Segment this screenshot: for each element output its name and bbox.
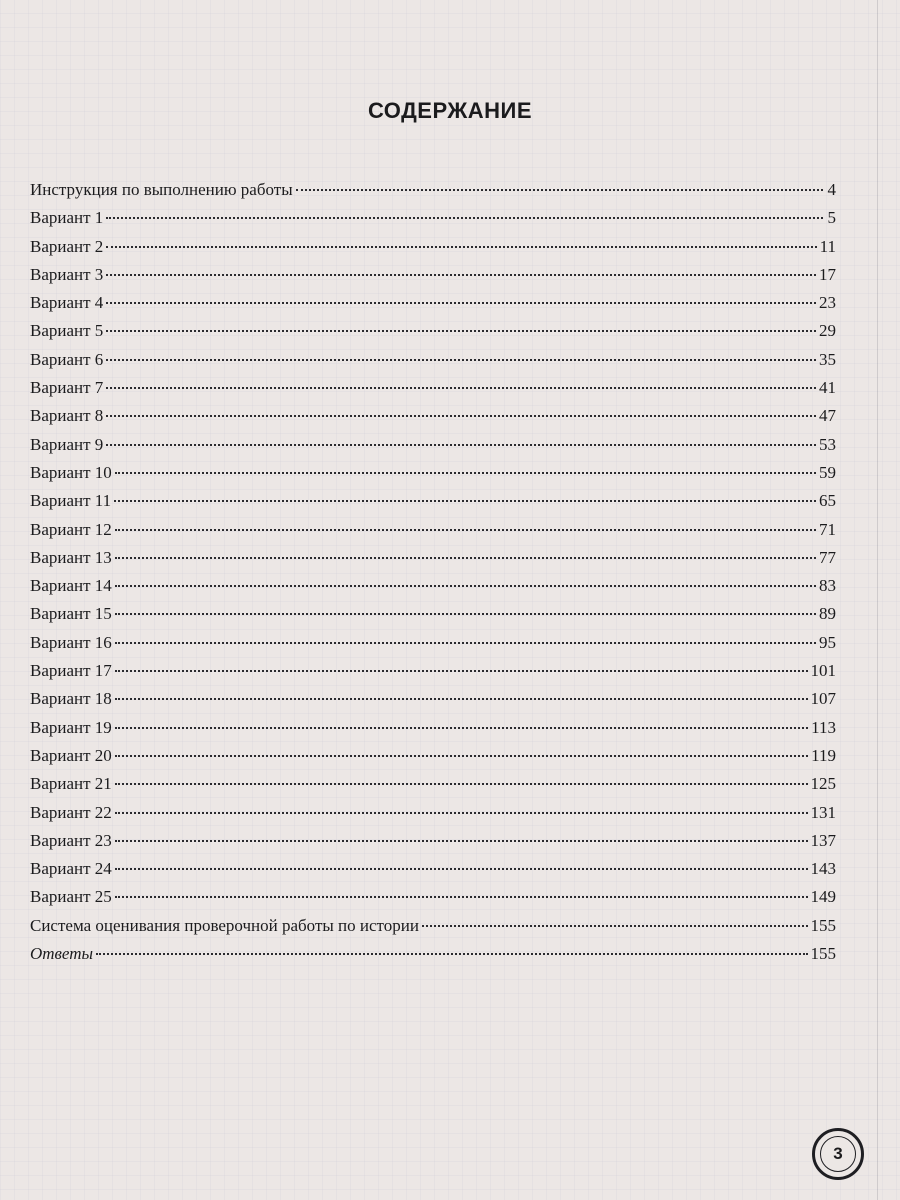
toc-entry-page: 149 <box>810 887 836 907</box>
dot-leader <box>115 472 816 474</box>
toc-entry-page: 143 <box>810 859 836 879</box>
toc-entry-page: 65 <box>819 491 836 511</box>
toc-entry-page: 137 <box>810 830 836 850</box>
dot-leader <box>115 868 808 870</box>
toc-entry <box>30 689 836 717</box>
toc-entry-label: Вариант 25 <box>30 887 112 907</box>
toc-entry-page: 35 <box>819 349 836 369</box>
toc-entry <box>30 944 836 972</box>
toc-entry <box>30 548 836 576</box>
toc-entry <box>30 293 836 321</box>
toc-entry-label: Вариант 8 <box>30 406 104 426</box>
dot-leader <box>115 840 808 842</box>
dot-leader <box>115 585 816 587</box>
toc-entry-page: 53 <box>819 434 836 454</box>
toc-entry-page: 71 <box>819 519 836 539</box>
dot-leader <box>296 189 823 191</box>
dot-leader <box>422 925 808 927</box>
page-title: СОДЕРЖАНИЕ <box>367 98 533 123</box>
toc-entry-page: 23 <box>819 293 836 313</box>
dot-leader <box>106 387 816 389</box>
dot-leader <box>115 896 808 898</box>
toc-entry-page: 95 <box>819 632 836 652</box>
toc-entry-label: Система оценивания проверочной работы по истории <box>30 915 419 935</box>
toc-entry-page: 107 <box>810 689 836 709</box>
dot-leader <box>115 613 816 615</box>
toc-entry <box>30 321 836 349</box>
page-number: 3 <box>820 1136 856 1172</box>
toc-entry-label: Вариант 4 <box>30 293 104 313</box>
dot-leader <box>106 359 816 361</box>
toc-entry-label: Вариант 10 <box>30 462 112 482</box>
toc-entry-label: Вариант 1 <box>30 208 104 228</box>
dot-leader <box>106 274 816 276</box>
toc-entry <box>30 491 836 519</box>
table-of-contents <box>30 180 836 972</box>
toc-entry-page: 113 <box>811 717 836 737</box>
toc-entry <box>30 265 836 293</box>
toc-entry-label: Вариант 19 <box>30 717 112 737</box>
toc-entry-page: 83 <box>819 576 836 596</box>
dot-leader <box>106 217 823 219</box>
toc-entry-label: Вариант 6 <box>30 349 104 369</box>
toc-entry <box>30 520 836 548</box>
toc-entry-page: 155 <box>810 915 836 935</box>
toc-entry-label: Вариант 21 <box>30 774 112 794</box>
toc-entry-page: 4 <box>827 180 836 199</box>
toc-entry-page: 5 <box>827 208 836 228</box>
dot-leader <box>106 302 816 304</box>
toc-entry-label: Вариант 9 <box>30 434 104 454</box>
toc-entry <box>30 604 836 632</box>
dot-leader <box>115 529 816 531</box>
toc-entry-page: 29 <box>819 321 836 341</box>
dot-leader <box>115 670 808 672</box>
toc-entry-page: 77 <box>819 547 836 567</box>
toc-entry <box>30 180 836 208</box>
dot-leader <box>115 557 816 559</box>
toc-entry-page: 89 <box>819 604 836 624</box>
toc-entry <box>30 463 836 491</box>
toc-entry-label: Вариант 24 <box>30 859 112 879</box>
page-number-badge <box>812 1128 864 1180</box>
toc-entry-label: Вариант 11 <box>30 491 112 511</box>
toc-entry <box>30 661 836 689</box>
dot-leader <box>114 500 816 502</box>
toc-entry-label: Вариант 12 <box>30 519 112 539</box>
toc-entry-page: 47 <box>819 406 836 426</box>
toc-entry <box>30 350 836 378</box>
toc-entry-label: Вариант 15 <box>30 604 112 624</box>
toc-entry-label: Вариант 5 <box>30 321 104 341</box>
toc-entry-label: Инструкция по выполнению работы <box>30 180 293 199</box>
dot-leader <box>115 783 808 785</box>
toc-entry <box>30 887 836 915</box>
toc-entry <box>30 746 836 774</box>
dot-leader <box>115 755 808 757</box>
toc-entry-page: 131 <box>810 802 836 822</box>
toc-entry <box>30 378 836 406</box>
toc-entry-label: Вариант 7 <box>30 378 104 398</box>
toc-entry-label: Вариант 16 <box>30 632 112 652</box>
toc-entry <box>30 774 836 802</box>
dot-leader <box>115 812 808 814</box>
toc-entry-label: Вариант 17 <box>30 661 112 681</box>
toc-entry-label: Вариант 23 <box>30 830 112 850</box>
toc-entry-page: 41 <box>819 378 836 398</box>
dot-leader <box>106 415 816 417</box>
toc-entry-page: 101 <box>810 661 836 681</box>
dot-leader <box>106 246 816 248</box>
toc-entry <box>30 803 836 831</box>
toc-entry <box>30 576 836 604</box>
toc-entry <box>30 718 836 746</box>
dot-leader <box>115 642 816 644</box>
dot-leader <box>115 698 808 700</box>
toc-entry-page: 17 <box>819 264 836 284</box>
toc-entry-page: 59 <box>819 462 836 482</box>
toc-entry <box>30 406 836 434</box>
toc-entry-page: 119 <box>811 745 836 765</box>
toc-entry-page: 125 <box>810 774 836 794</box>
toc-entry-label: Вариант 18 <box>30 689 112 709</box>
dot-leader <box>106 444 816 446</box>
toc-entry-page: 11 <box>819 236 836 256</box>
toc-entry <box>30 831 836 859</box>
dot-leader <box>96 953 807 955</box>
toc-entry-label: Ответы <box>30 944 94 964</box>
toc-entry <box>30 633 836 661</box>
toc-entry-label: Вариант 22 <box>30 802 112 822</box>
toc-entry <box>30 208 836 236</box>
toc-entry <box>30 916 836 944</box>
toc-entry <box>30 859 836 887</box>
dot-leader <box>115 727 808 729</box>
toc-entry-label: Вариант 20 <box>30 745 112 765</box>
toc-entry-page: 155 <box>810 944 836 964</box>
toc-entry <box>30 237 836 265</box>
toc-entry-label: Вариант 14 <box>30 576 112 596</box>
dot-leader <box>106 330 816 332</box>
toc-entry <box>30 435 836 463</box>
toc-entry-label: Вариант 13 <box>30 547 112 567</box>
toc-entry-label: Вариант 3 <box>30 264 104 284</box>
toc-entry-label: Вариант 2 <box>30 236 104 256</box>
